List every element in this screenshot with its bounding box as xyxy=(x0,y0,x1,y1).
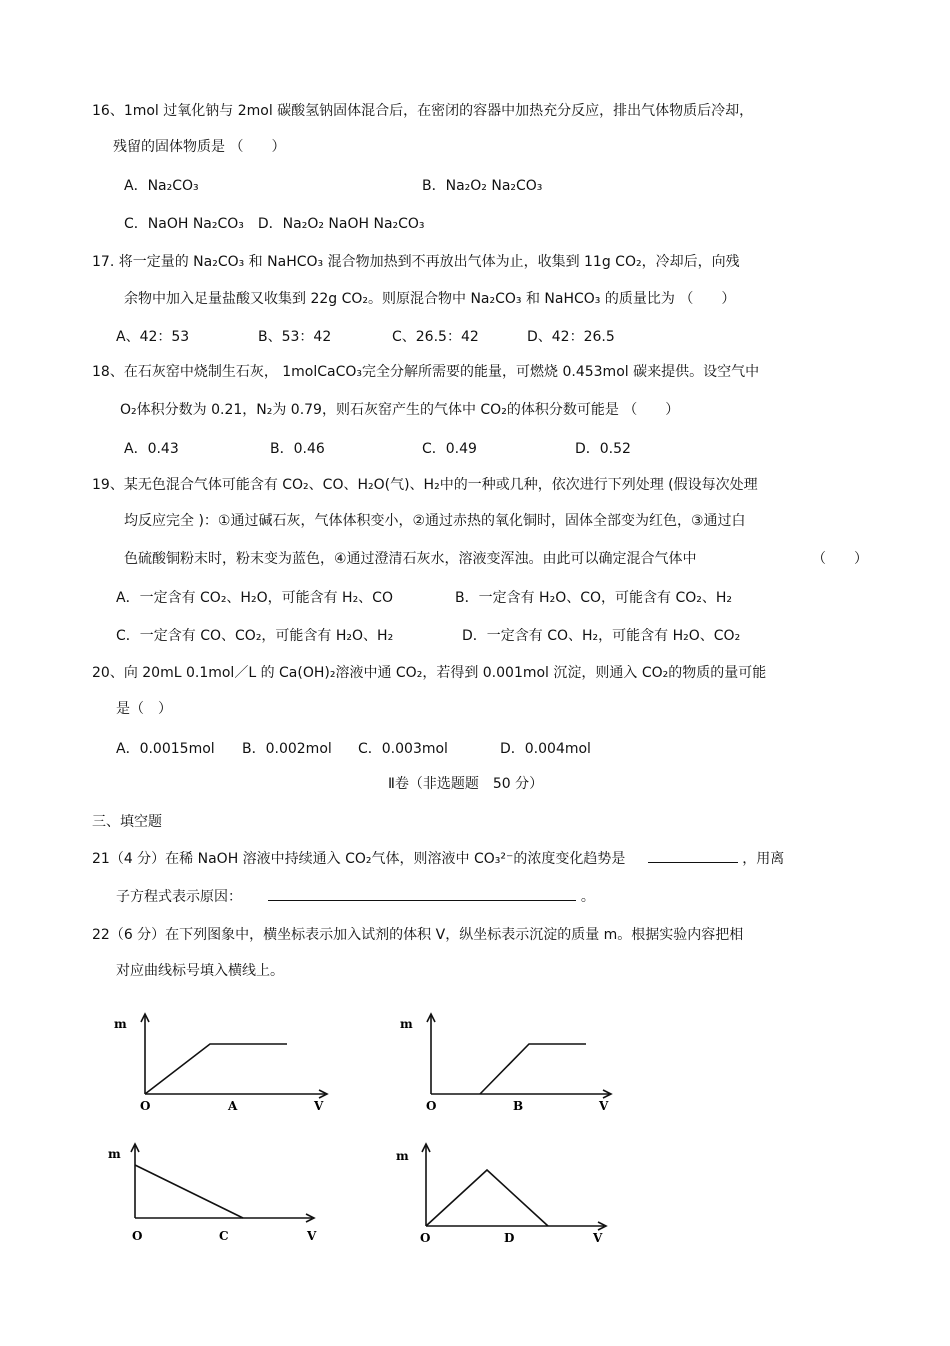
q19-stem-line1: 19、某无色混合气体可能含有 CO₂、CO、H₂O(气)、H₂中的一种或几种，依次进行下列处理 (假设每次处理 xyxy=(92,477,758,493)
graph-a-y-label: m xyxy=(114,1017,127,1031)
graph-d-y-label: m xyxy=(396,1149,409,1163)
q21-answer-blank-2[interactable] xyxy=(268,886,576,901)
q17-stem-line1: 17. 将一定量的 Na₂CO₃ 和 NaHCO₃ 混合物加热到不再放出气体为止，收集到 11g CO₂，冷却后，向残 xyxy=(92,254,740,270)
q18-option-b: B．0.46 xyxy=(270,441,325,457)
graph-a-curve xyxy=(145,1044,287,1094)
section-title: Ⅱ卷（非选题题 50 分） xyxy=(388,776,544,792)
q22-stem-line1: 22（6 分）在下列图象中，横坐标表示加入试剂的体积 V，纵坐标表示沉淀的质量 m。根据实验内容把相 xyxy=(92,927,744,943)
q16-option-cd: C．NaOH Na₂CO₃ D．Na₂O₂ NaOH Na₂CO₃ xyxy=(124,216,425,232)
q20-option-c: C．0.003mol xyxy=(358,741,448,757)
q20-option-b: B．0.002mol xyxy=(242,741,332,757)
q21-line1 xyxy=(92,848,784,869)
q19-option-c: C．一定含有 CO、CO₂，可能含有 H₂O、H₂ xyxy=(116,628,394,644)
q21-stem-line1: 21（4 分）在稀 NaOH 溶液中持续通入 CO₂气体，则溶液中 CO₃²⁻的浓度变化趋势是 xyxy=(92,851,626,867)
q18-stem-line2: O₂体积分数为 0.21，N₂为 0.79，则石灰窑产生的气体中 CO₂的体积分数可能是 （ ） xyxy=(120,402,680,418)
graph-c-label: C xyxy=(219,1229,229,1243)
q16-option-a: A．Na₂CO₃ xyxy=(124,178,199,194)
graph-b-label: B xyxy=(513,1099,524,1113)
q21-stem-line2: 子方程式表示原因： xyxy=(116,889,242,905)
graph-b-curve xyxy=(480,1044,586,1094)
q19-option-d: D．一定含有 CO、H₂，可能含有 H₂O、CO₂ xyxy=(462,628,741,644)
graph-c-origin: O xyxy=(132,1229,143,1243)
q17-option-a: A、42：53 xyxy=(116,329,190,345)
section-fill-in-heading: 三、填空题 xyxy=(92,814,162,830)
q16-option-b: B．Na₂O₂ Na₂CO₃ xyxy=(422,178,543,194)
q20-option-d: D．0.004mol xyxy=(500,741,591,757)
q18-option-d: D．0.52 xyxy=(575,441,631,457)
q16-stem-line2: 残留的固体物质是 （ ） xyxy=(113,139,286,155)
graph-c-x-label: V xyxy=(307,1229,317,1243)
graph-c-curve xyxy=(135,1165,243,1218)
graph-d-x-label: V xyxy=(593,1231,603,1245)
graph-b-y-label: m xyxy=(400,1017,413,1031)
graph-a-x-label: V xyxy=(314,1099,324,1113)
graph-a xyxy=(110,1010,340,1124)
q17-option-b: B、53：42 xyxy=(258,329,332,345)
q18-option-c: C．0.49 xyxy=(422,441,477,457)
q21-line2 xyxy=(116,886,595,907)
q21-stem-line2-end: 。 xyxy=(580,889,595,905)
graph-b-x-label: V xyxy=(599,1099,609,1113)
q17-stem-line2: 余物中加入足量盐酸又收集到 22g CO₂。则原混合物中 Na₂CO₃ 和 NaHCO₃ 的质量比为 （ ） xyxy=(124,291,736,307)
q22-stem-line2: 对应曲线标号填入横线上。 xyxy=(116,963,284,979)
graph-a-origin: O xyxy=(140,1099,151,1113)
q18-stem-line1: 18、在石灰窑中烧制生石灰， 1molCaCO₃完全分解所需要的能量，可燃烧 0.453mol 碳来提供。设空气中 xyxy=(92,364,760,380)
q16-stem-line1: 16、1mol 过氧化钠与 2mol 碳酸氢钠固体混合后，在密闭的容器中加热充分反应，排出气体物质后冷却， xyxy=(92,103,754,119)
graph-d xyxy=(390,1140,620,1254)
graph-a-label: A xyxy=(228,1099,238,1113)
q19-option-b: B．一定含有 H₂O、CO，可能含有 CO₂、H₂ xyxy=(455,590,733,606)
q19-stem-line3: 色硫酸铜粉末时，粉末变为蓝色，④通过澄清石灰水，溶液变浑浊。由此可以确定混合气体中 xyxy=(124,551,697,567)
q19-option-a: A．一定含有 CO₂、H₂O，可能含有 H₂、CO xyxy=(116,590,393,606)
q20-option-a: A．0.0015mol xyxy=(116,741,215,757)
graph-c-y-label: m xyxy=(108,1147,121,1161)
q18-option-a: A．0.43 xyxy=(124,441,179,457)
graph-b-origin: O xyxy=(426,1099,437,1113)
q19-stem-line2: 均反应完全 )：①通过碱石灰，气体体积变小，②通过赤热的氧化铜时，固体全部变为红色，③通过白 xyxy=(124,513,746,529)
graph-d-label: D xyxy=(504,1231,515,1245)
q20-stem-line1: 20、向 20mL 0.1mol／L 的 Ca(OH)₂溶液中通 CO₂，若得到 0.001mol 沉淀，则通入 CO₂的物质的量可能 xyxy=(92,665,767,681)
graph-c xyxy=(104,1140,334,1254)
graph-b xyxy=(396,1010,626,1124)
graph-d-curve xyxy=(426,1170,548,1226)
q19-answer-paren: （ ） xyxy=(812,551,868,567)
graph-d-origin: O xyxy=(420,1231,431,1245)
q17-option-c: C、26.5：42 xyxy=(392,329,479,345)
q21-stem-line1-end: ，用离 xyxy=(742,851,785,867)
q20-stem-line2: 是（ ） xyxy=(116,701,172,717)
q21-answer-blank-1[interactable] xyxy=(648,848,738,863)
q17-option-d: D、42：26.5 xyxy=(527,329,615,345)
